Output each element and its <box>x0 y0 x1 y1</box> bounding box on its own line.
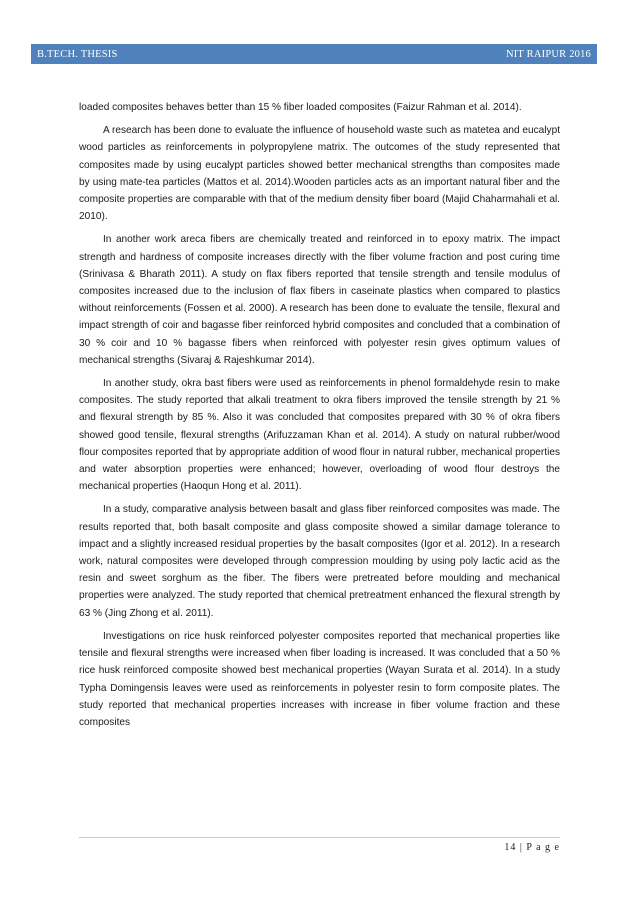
page-number: 14 | P a g e <box>504 842 560 853</box>
paragraph-continuation: loaded composites behaves better than 15 % fiber loaded composites (Faizur Rahman et al. 2014). <box>79 102 522 113</box>
footer-divider <box>79 837 560 838</box>
header-left-text: B.TECH. THESIS <box>37 48 118 60</box>
header-right-text: NIT RAIPUR 2016 <box>505 48 591 60</box>
body-text <box>79 99 560 737</box>
paragraph-basalt-glass: In a study, comparative analysis between basalt and glass fiber reinforced composites was made. The results reported that, both basalt composite and glass composite showed a similar damage tolerance to impact and a slightly increased residual properties by the basalt composites (Igor et al. 2012). In a research work, natural composites were developed through compression moulding by using poly lactic acid as the resin and sweet sorghum as the fiber. The fibers were pretreated before moulding and mechanical properties were analyzed. The study reported that chemical pretreatment enhanced the flexural strength by 63 % (Jing Zhong et al. 2011). <box>79 504 560 619</box>
running-header <box>31 44 597 64</box>
paragraph-rice-husk: Investigations on rice husk reinforced polyester composites reported that mechanical properties like tensile and flexural strengths were increased when fiber loading is increased. It was concluded that a 50 % rice husk reinforced composite showed best mechanical properties (Wayan Surata et al. 2014). In a study Typha Domingensis leaves were used as reinforcements in polyester resin to form composite plates. The study reported that mechanical properties increases with increase in fiber volume fraction and these composites <box>79 630 560 728</box>
paragraph-areca-fibers: In another work areca fibers are chemically treated and reinforced in to epoxy matrix. The impact strength and hardness of composite increases directly with the fiber volume fraction and post curing time (Srinivasa & Bharath 2011). A study on flax fibers reported that tensile strength and tensile modulus of composites increased due to the inclusion of flax fibers in caseinate plastics when compared to plastics without reinforcements (Fossen et al. 2000). A research has been done to evaluate the tensile, flexural and impact strength of coir and bagasse fiber reinforced hybrid composites and concluded that a combination of 30 % coir and 10 % bagasse fibers when reinforced with polyester resin gives optimum values of mechanical strengths (Sivaraj & Rajeshkumar 2014). <box>79 234 560 366</box>
paragraph-household-waste: A research has been done to evaluate the influence of household waste such as matetea and eucalypt wood particles as reinforcements in polypropylene matrix. The outcomes of the study represented that composites made by using eucalypt particles showed better mechanical strengths than composites made by using mate-tea particles (Mattos et al. 2014).Wooden particles acts as an important natural fiber and the composite properties are comparable with that of the medium density fiber board (Majid Chaharmahali et al. 2010). <box>79 125 560 223</box>
paragraph-okra-fibers: In another study, okra bast fibers were used as reinforcements in phenol formaldehyde resin to make composites. The study reported that alkali treatment to okra fibers improved the tensile strength by 21 % and flexural strength by 85 %. Also it was concluded that composites prepared with 30 % of okra fibers showed good tensile, flexural strengths (Arifuzzaman Khan et al. 2014). A study on natural rubber/wood flour composites reported that by appropriate addition of wood flour in natural rubber, mechanical properties and water absorption properties were enhanced; however, overloading of wood flour destroys the mechanical properties (Haoqun Hong et al. 2011). <box>79 378 560 493</box>
